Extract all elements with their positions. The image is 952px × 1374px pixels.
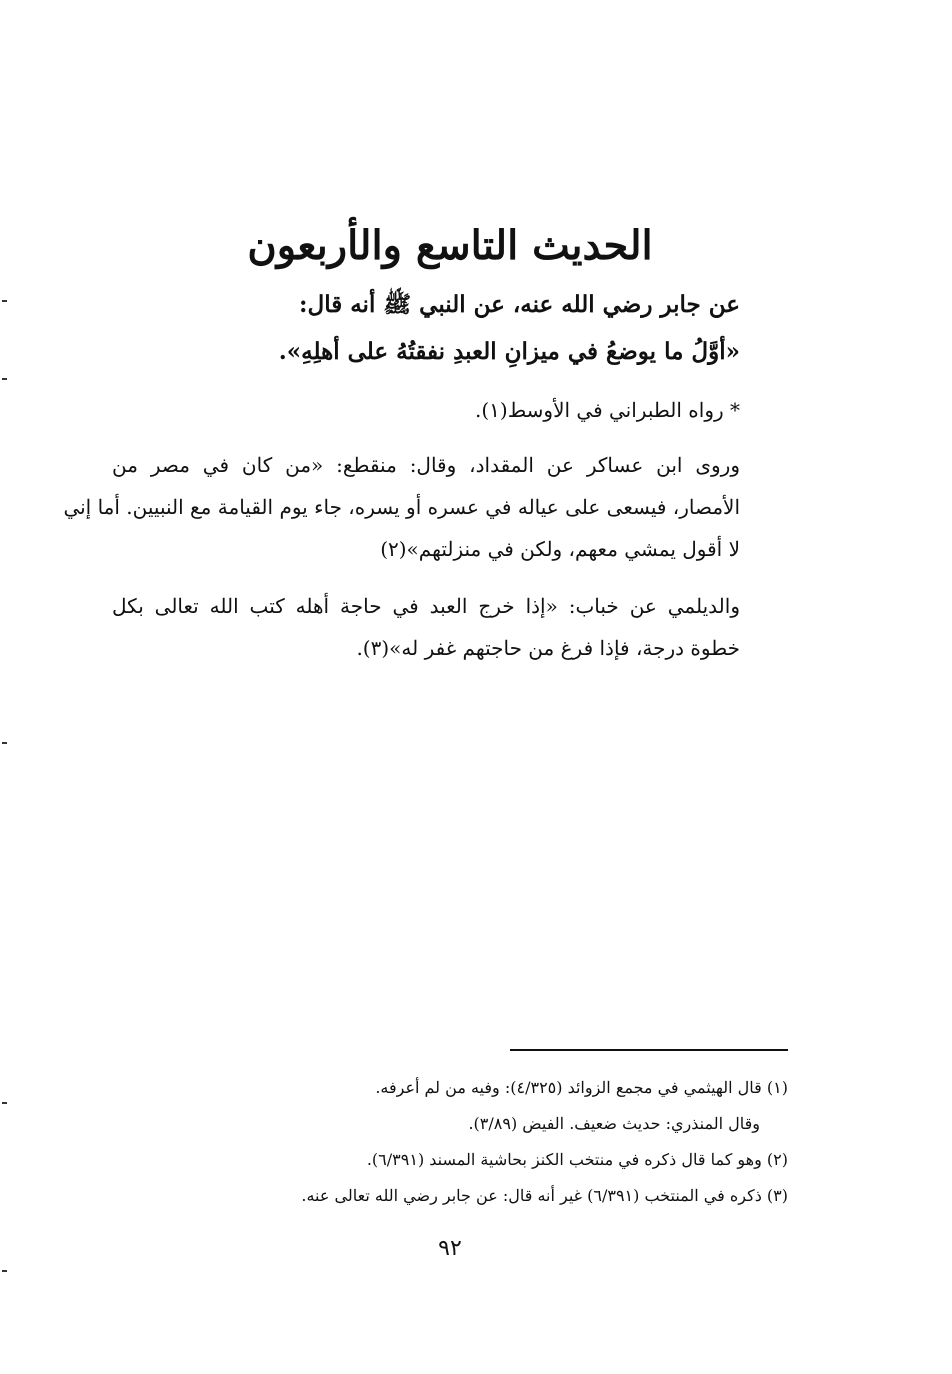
footnote-1-continued: وقال المنذري: حديث ضعيف. الفيض (٣/٨٩).: [468, 1114, 760, 1133]
footnote-3: (٣) ذكره في المنتخب (٦/٣٩١) غير أنه قال: عن جابر رضي الله تعالى عنه.: [301, 1186, 788, 1205]
hadith-text: «أوَّلُ ما يوضعُ في ميزانِ العبدِ نفقتُهُ على أهلِهِ».: [278, 338, 740, 365]
page-number: ٩٢: [438, 1236, 462, 1261]
chapter-title: الحديث التاسع والأربعون: [247, 222, 653, 269]
footnote-2: (٢) وهو كما قال ذكره في منتخب الكنز بحاشية المسند (٦/٣٩١).: [366, 1150, 788, 1169]
narration-source: * رواه الطبراني في الأوسط(١).: [474, 398, 740, 422]
paragraph-line: لا أقول يمشي معهم، ولكن في منزلتهم»(٢): [380, 537, 740, 561]
paragraph-line: وروى ابن عساكر عن المقداد، وقال: منقطع: «من كان في مصر من: [112, 453, 740, 477]
scan-edge-mark: [2, 742, 7, 744]
scan-edge-mark: [2, 300, 7, 302]
paragraph-daylami: [112, 585, 740, 669]
footnotes: [200, 1070, 788, 1214]
paragraph-line: الأمصار، فيسعى على عياله في عسره أو يسره، جاء يوم القيامة مع النبيين. أما إني: [63, 495, 740, 519]
footnote-divider: [510, 1049, 788, 1051]
paragraph-line: والديلمي عن خباب: «إذا خرج العبد في حاجة أهله كتب الله تعالى بكل: [112, 594, 740, 618]
paragraph-line: خطوة درجة، فإذا فرغ من حاجتهم غفر له»(٣).: [356, 636, 740, 660]
scan-edge-mark: [2, 1102, 7, 1104]
hadith-introduction: عن جابر رضي الله عنه، عن النبي ﷺ أنه قال:: [299, 291, 740, 318]
paragraph-ibn-asakir: [63, 444, 740, 570]
scan-edge-mark: [2, 378, 7, 380]
footnote-1: (١) قال الهيثمي في مجمع الزوائد (٤/٣٢٥): وفيه من لم أعرفه.: [375, 1078, 788, 1097]
scan-edge-mark: [2, 1270, 7, 1272]
